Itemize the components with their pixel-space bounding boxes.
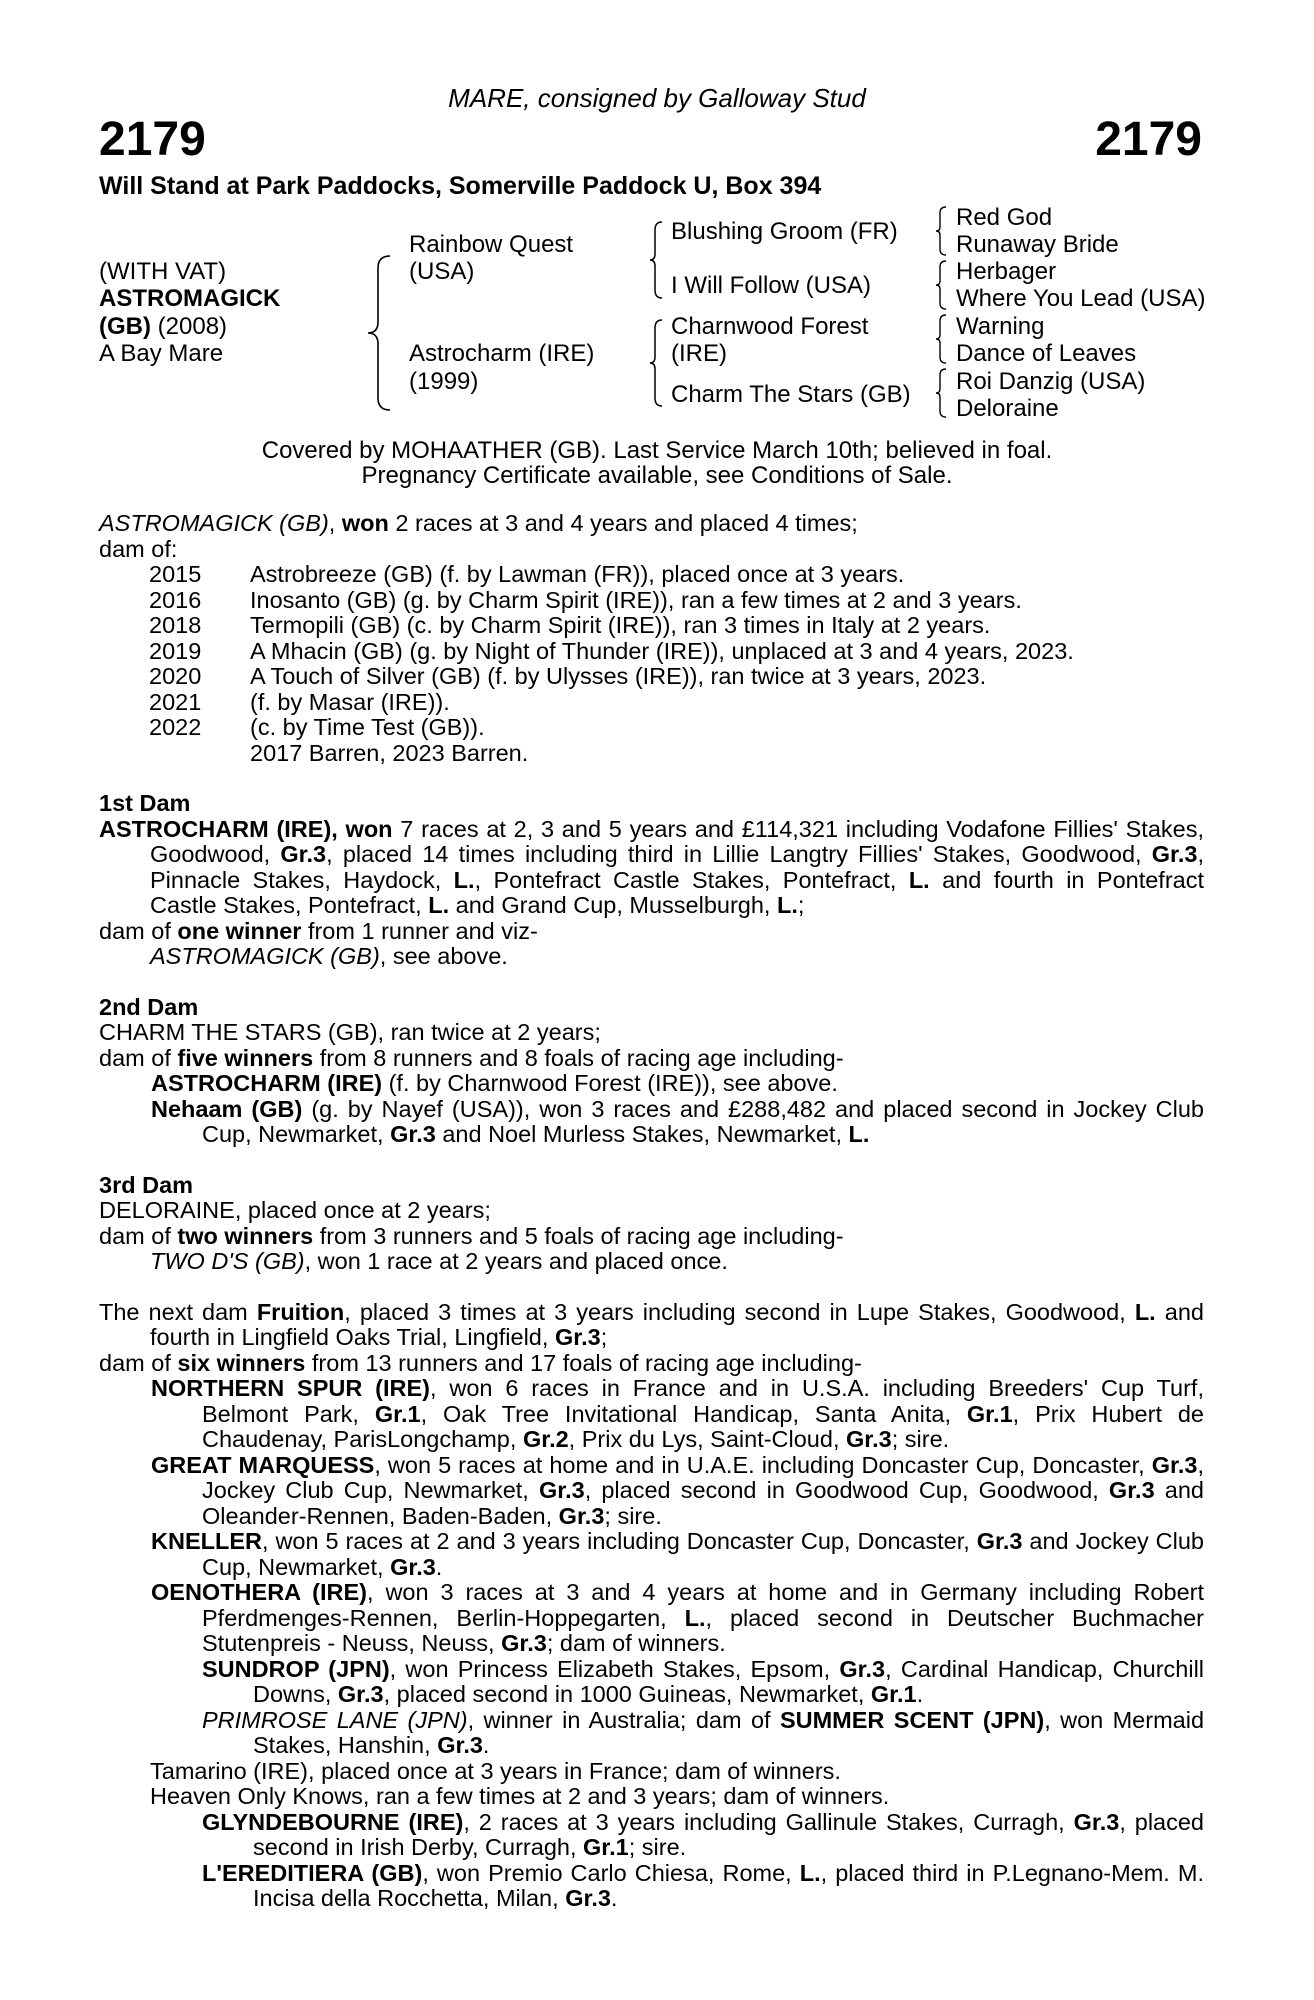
- dam-of-label: dam of:: [99, 535, 178, 562]
- covered-line: Covered by MOHAATHER (GB). Last Service March 10th; believed in foal.: [261, 437, 1053, 464]
- next-dam-subentry: L'EREDITIERA (GB), won Premio Carlo Chiesa, Rome, L., placed third in P.Legnano-Mem. M. Incisa della Rocchetta, Milan, Gr.3.: [202, 1859, 1204, 1911]
- next-dam-entry: Heaven Only Knows, ran a few times at 2 and 3 years; dam of winners.: [150, 1783, 890, 1809]
- brace-gen2-bottom: [648, 318, 664, 408]
- next-dam-entry: GREAT MARQUESS, won 5 races at home and in U.A.E. including Doncaster Cup, Doncaster, Gr.3, Jockey Club Cup, Newmarket, Gr.3, placed second in Goodwood Cup, Goodwood, Gr.3 and Oleander-Rennen, Baden-Baden, Gr.3; sire.: [151, 1451, 1204, 1529]
- next-dam-record: The next dam Fruition, placed 3 times at 3 years including second in Lupe Stakes, Goodwood, L. and fourth in Lingfield Oaks Trial, Lingfield, Gr.3;: [99, 1298, 1204, 1350]
- horse-description: A Bay Mare: [99, 340, 224, 367]
- gen2-sire-dam: I Will Follow (USA): [671, 272, 872, 299]
- produce-row: 2019 A Mhacin (GB) (g. by Night of Thunder (IRE)), unplaced at 3 and 4 years, 2023.: [149, 637, 1074, 664]
- vat-label: (WITH VAT): [99, 258, 227, 285]
- brace-gen1: [366, 254, 392, 412]
- stand-location: Will Stand at Park Paddocks, Somerville Paddock U, Box 394: [99, 172, 822, 200]
- produce-row: 2021 (f. by Masar (IRE)).: [149, 688, 450, 715]
- gen2-dam-dam: Charm The Stars (GB): [671, 381, 911, 408]
- produce-row: 2020 A Touch of Silver (GB) (f. by Ulysses (IRE)), ran twice at 3 years, 2023.: [149, 663, 987, 689]
- horse-year: (2008): [150, 313, 228, 340]
- brace-gen3-3: [934, 313, 948, 365]
- dam-name: Astrocharm (IRE): [409, 340, 595, 367]
- next-dam-entry: Tamarino (IRE), placed once at 3 years in France; dam of winners.: [150, 1757, 841, 1784]
- catalogue-body: [99, 511, 1204, 1912]
- gen3-3: Herbager: [956, 258, 1057, 285]
- pregnancy-line: Pregnancy Certificate available, see Conditions of Sale.: [361, 462, 953, 489]
- produce-row: 2015 Astrobreeze (GB) (f. by Lawman (FR)), placed once at 3 years.: [149, 561, 905, 587]
- second-dam-heading: 2nd Dam: [99, 993, 199, 1020]
- produce-row: 2016 Inosanto (GB) (g. by Charm Spirit (IRE)), ran a few times at 2 and 3 years.: [149, 586, 1022, 613]
- horse-name: ASTROMAGICK: [99, 285, 281, 312]
- brace-gen3-4: [934, 367, 948, 419]
- gen3-4: Where You Lead (USA): [956, 285, 1206, 312]
- gen3-5: Warning: [956, 313, 1045, 340]
- gen3-1: Red God: [956, 204, 1053, 231]
- third-dam-record: DELORAINE, placed once at 2 years;: [99, 1197, 491, 1223]
- next-dam-subentry: GLYNDEBOURNE (IRE), 2 races at 3 years including Gallinule Stakes, Curragh, Gr.3, placed second in Irish Derby, Curragh, Gr.1; sire.: [202, 1808, 1204, 1860]
- third-dam-heading: 3rd Dam: [99, 1171, 194, 1198]
- consignor-line: MARE, consigned by Galloway Stud: [448, 83, 866, 113]
- first-dam-heading: 1st Dam: [99, 790, 191, 816]
- second-dam-entry: Nehaam (GB) (g. by Nayef (USA)), won 3 races and £288,482 and placed second in Jockey Club Cup, Newmarket, Gr.3 and Noel Murless Stakes, Newmarket, L.: [151, 1095, 1204, 1147]
- second-dam-record: CHARM THE STARS (GB), ran twice at 2 years;: [99, 1019, 601, 1045]
- gen2-dam-sire: Charnwood Forest: [671, 313, 869, 340]
- second-dam-entry: ASTROCHARM (IRE) (f. by Charnwood Forest (IRE)), see above.: [151, 1070, 838, 1096]
- produce-row: 2018 Termopili (GB) (c. by Charm Spirit (IRE)), ran 3 times in Italy at 2 years.: [149, 612, 991, 638]
- brace-gen3-1: [934, 205, 948, 257]
- next-dam-produce: dam of six winners from 13 runners and 17 foals of racing age including-: [99, 1349, 862, 1376]
- third-dam-entry: TWO D'S (GB), won 1 race at 2 years and placed once.: [150, 1248, 728, 1274]
- gen3-6: Dance of Leaves: [956, 340, 1137, 367]
- gen3-8: Deloraine: [956, 395, 1059, 422]
- gen2-dam-sire-country: (IRE): [671, 340, 727, 367]
- gen2-sire-sire: Blushing Groom (FR): [671, 218, 898, 245]
- next-dam-subentry: SUNDROP (JPN), won Princess Elizabeth Stakes, Epsom, Gr.3, Cardinal Handicap, Churchill Downs, Gr.3, placed second in 1000 Guineas, Newmarket, Gr.1.: [202, 1655, 1205, 1707]
- third-dam-produce: dam of two winners from 3 runners and 5 foals of racing age including-: [99, 1222, 844, 1249]
- sire-name: Rainbow Quest: [409, 231, 574, 258]
- barren-years: 2017 Barren, 2023 Barren.: [250, 739, 529, 766]
- next-dam-entry: KNELLER, won 5 races at 2 and 3 years including Doncaster Cup, Doncaster, Gr.3 and Jockey Club Cup, Newmarket, Gr.3.: [151, 1528, 1204, 1580]
- horse-country: (GB): [99, 313, 151, 340]
- lot-number-right: 2179: [1095, 113, 1202, 166]
- sire-country: (USA): [409, 258, 475, 285]
- brace-gen2-top: [648, 220, 664, 300]
- horse-country-year: [99, 313, 227, 341]
- next-dam-entry: OENOTHERA (IRE), won 3 races at 3 and 4 years at home and in Germany including Robert Pferdmenges-Rennen, Berlin-Hoppegarten, L., placed second in Deutscher Buchmacher Stutenpreis - Neuss, Neuss, Gr.3; dam of winners.: [151, 1579, 1204, 1656]
- mare-summary: ASTROMAGICK (GB), won 2 races at 3 and 4 years and placed 4 times;: [99, 510, 858, 536]
- first-dam-record: ASTROCHARM (IRE), won 7 races at 2, 3 and 5 years and £114,321 including Vodafone Fillies' Stakes, Goodwood, Gr.3, placed 14 times including third in Lillie Langtry Fillies' Stakes, Goodwood, Gr.3, Pinnacle Stakes, Haydock, L., Pontefract Castle Stakes, Pontefract, L. and fourth in Pontefract Castle Stakes, Pontefract, L. and Grand Cup, Musselburgh, L.;: [99, 815, 1205, 918]
- gen3-7: Roi Danzig (USA): [956, 368, 1146, 395]
- next-dam-entry: NORTHERN SPUR (IRE), won 6 races in France and in U.S.A. including Breeders' Cup Turf, Belmont Park, Gr.1, Oak Tree Invitational Handicap, Santa Anita, Gr.1, Prix Hubert de Chaudenay, ParisLongchamp, Gr.2, Prix du Lys, Saint-Cloud, Gr.3; sire.: [151, 1375, 1205, 1452]
- produce-row: 2022 (c. by Time Test (GB)).: [149, 714, 485, 740]
- dam-year: (1999): [409, 368, 479, 395]
- lot-number-left: 2179: [99, 113, 206, 166]
- second-dam-produce: dam of five winners from 8 runners and 8 foals of racing age including-: [99, 1044, 844, 1071]
- brace-gen3-2: [934, 259, 948, 311]
- horse-name-line: [99, 285, 280, 313]
- first-dam-produce: dam of one winner from 1 runner and viz-: [99, 917, 538, 944]
- next-dam-subentry: PRIMROSE LANE (JPN), winner in Australia; dam of SUMMER SCENT (JPN), won Mermaid Stakes, Hanshin, Gr.3.: [202, 1706, 1205, 1758]
- gen3-2: Runaway Bride: [956, 231, 1119, 258]
- first-dam-viz: ASTROMAGICK (GB), see above.: [150, 943, 508, 969]
- produce-list: [99, 562, 1204, 766]
